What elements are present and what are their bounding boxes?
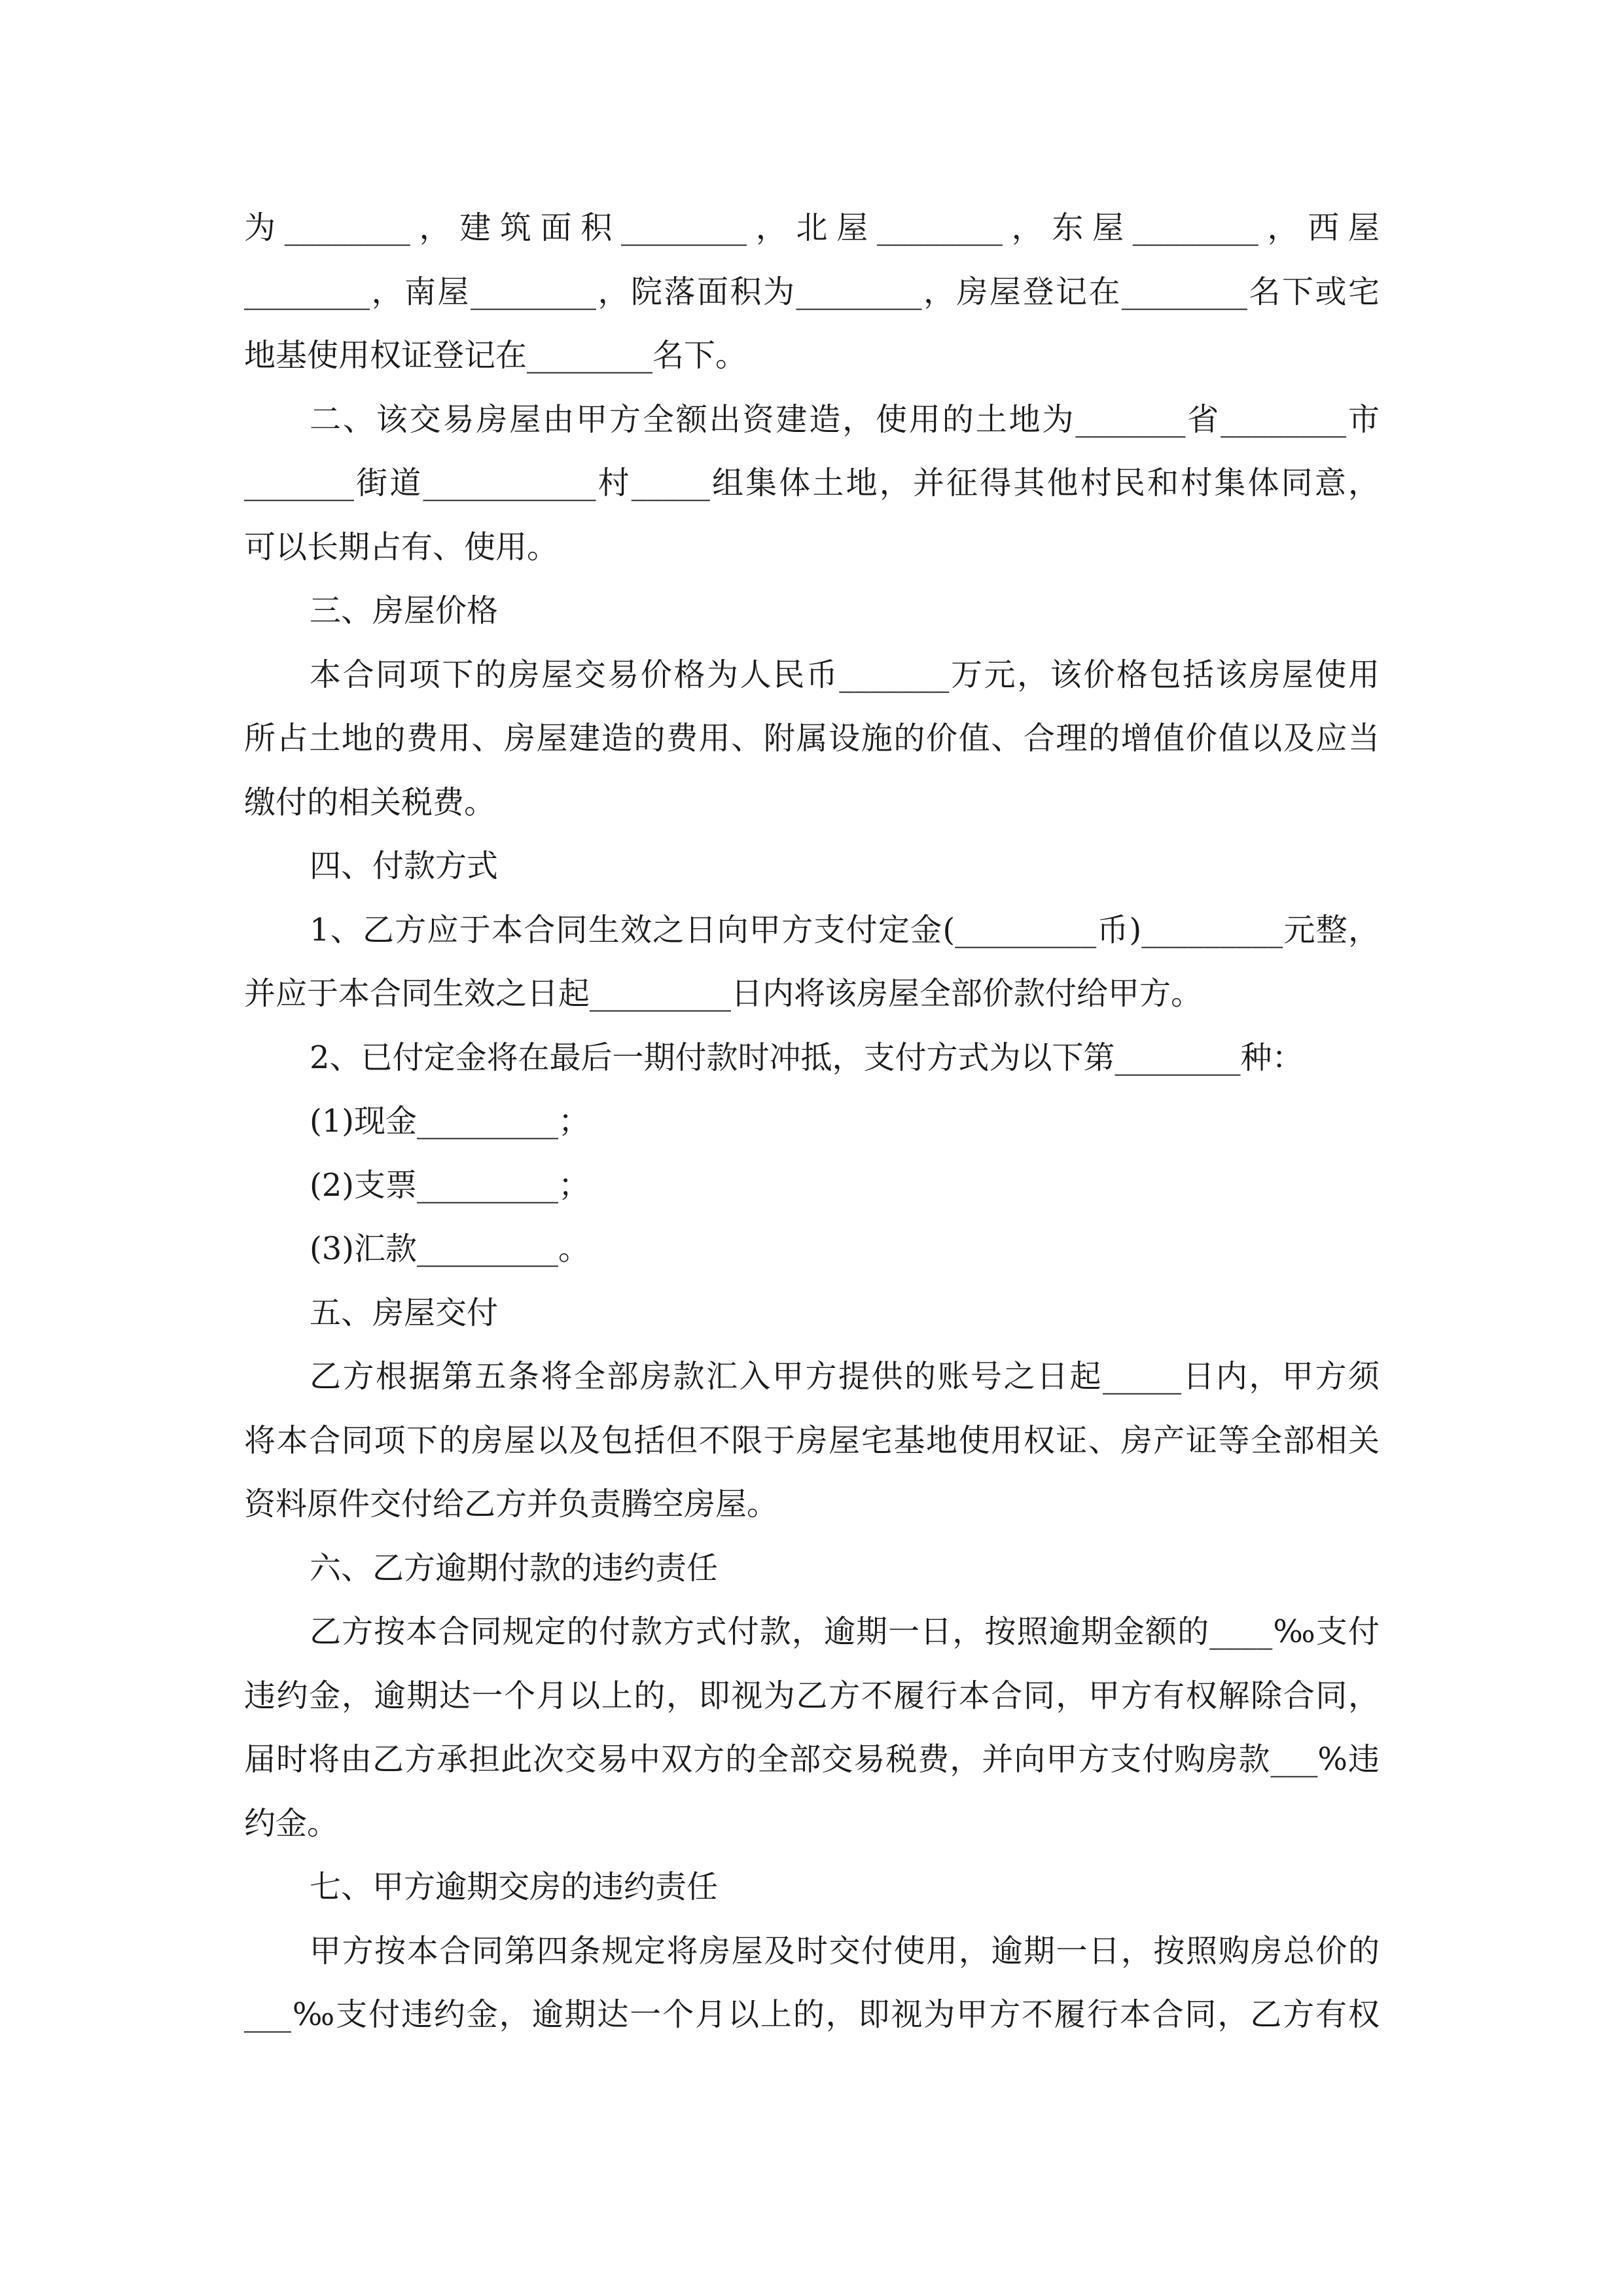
text-line: 地基使用权证登记在________名下。 xyxy=(244,337,747,374)
text-line: _______街道___________村_____组集体土地，并征得其他村民和村集体同意， xyxy=(244,465,1380,501)
section-heading-price: 三、房屋价格 xyxy=(310,592,499,629)
text-line: 约金。 xyxy=(244,1804,339,1842)
text-line: 资料原件交付给乙方并负责腾空房屋。 xyxy=(244,1486,779,1522)
section-heading-seller-default: 七、甲方逾期交房的违约责任 xyxy=(310,1869,719,1905)
text-line: 1、乙方应于本合同生效之日向甲方支付定金(_________币)_________元整， xyxy=(310,911,1380,948)
text-line: 缴付的相关税费。 xyxy=(244,783,496,821)
text-line: 并应于本合同生效之日起_________日内将该房屋全部价款付给甲方。 xyxy=(244,975,1203,1012)
payment-option-check: (2)支票_________； xyxy=(310,1166,590,1204)
payment-option-transfer: (3)汇款_________。 xyxy=(310,1230,590,1267)
text-line: 可以长期占有、使用。 xyxy=(244,528,559,565)
text-line: 届时将由乙方承担此次交易中双方的全部交易税费，并向甲方支付购房款___%违 xyxy=(244,1741,1380,1778)
text-line: 本合同项下的房屋交易价格为人民币_______万元，该价格包括该房屋使用 xyxy=(310,656,1380,693)
contract-body xyxy=(244,196,1380,2047)
text-line: 2、已付定金将在最后一期付款时冲抵，支付方式为以下第________种： xyxy=(310,1039,1304,1076)
text-line: 为________，建筑面积________，北屋________，东屋________，西屋 xyxy=(244,209,1380,246)
text-line: 乙方根据第五条将全部房款汇入甲方提供的账号之日起_____日内，甲方须 xyxy=(310,1358,1380,1395)
text-line: 违约金，逾期达一个月以上的，即视为乙方不履行本合同，甲方有权解除合同， xyxy=(244,1677,1380,1714)
text-line: 将本合同项下的房屋以及包括但不限于房屋宅基地使用权证、房产证等全部相关 xyxy=(244,1422,1380,1459)
text-line: 乙方按本合同规定的付款方式付款，逾期一日，按照逾期金额的____‰支付 xyxy=(310,1613,1380,1650)
section-heading-delivery: 五、房屋交付 xyxy=(310,1294,499,1331)
text-line: 甲方按本合同第四条规定将房屋及时交付使用，逾期一日，按照购房总价的 xyxy=(310,1932,1380,1969)
clause-two-line: 二、该交易房屋由甲方全额出资建造，使用的土地为_______省________市 xyxy=(310,401,1380,438)
text-line: ________，南屋________，院落面积为________，房屋登记在________名下或宅 xyxy=(244,273,1380,310)
text-line: ___‰支付违约金，逾期达一个月以上的，即视为甲方不履行本合同，乙方有权 xyxy=(244,1996,1380,2033)
payment-option-cash: (1)现金_________； xyxy=(310,1103,590,1139)
section-heading-buyer-default: 六、乙方逾期付款的违约责任 xyxy=(310,1549,719,1587)
text-line: 所占土地的费用、房屋建造的费用、附属设施的价值、合理的增值价值以及应当 xyxy=(244,720,1380,757)
section-heading-payment: 四、付款方式 xyxy=(310,848,499,884)
